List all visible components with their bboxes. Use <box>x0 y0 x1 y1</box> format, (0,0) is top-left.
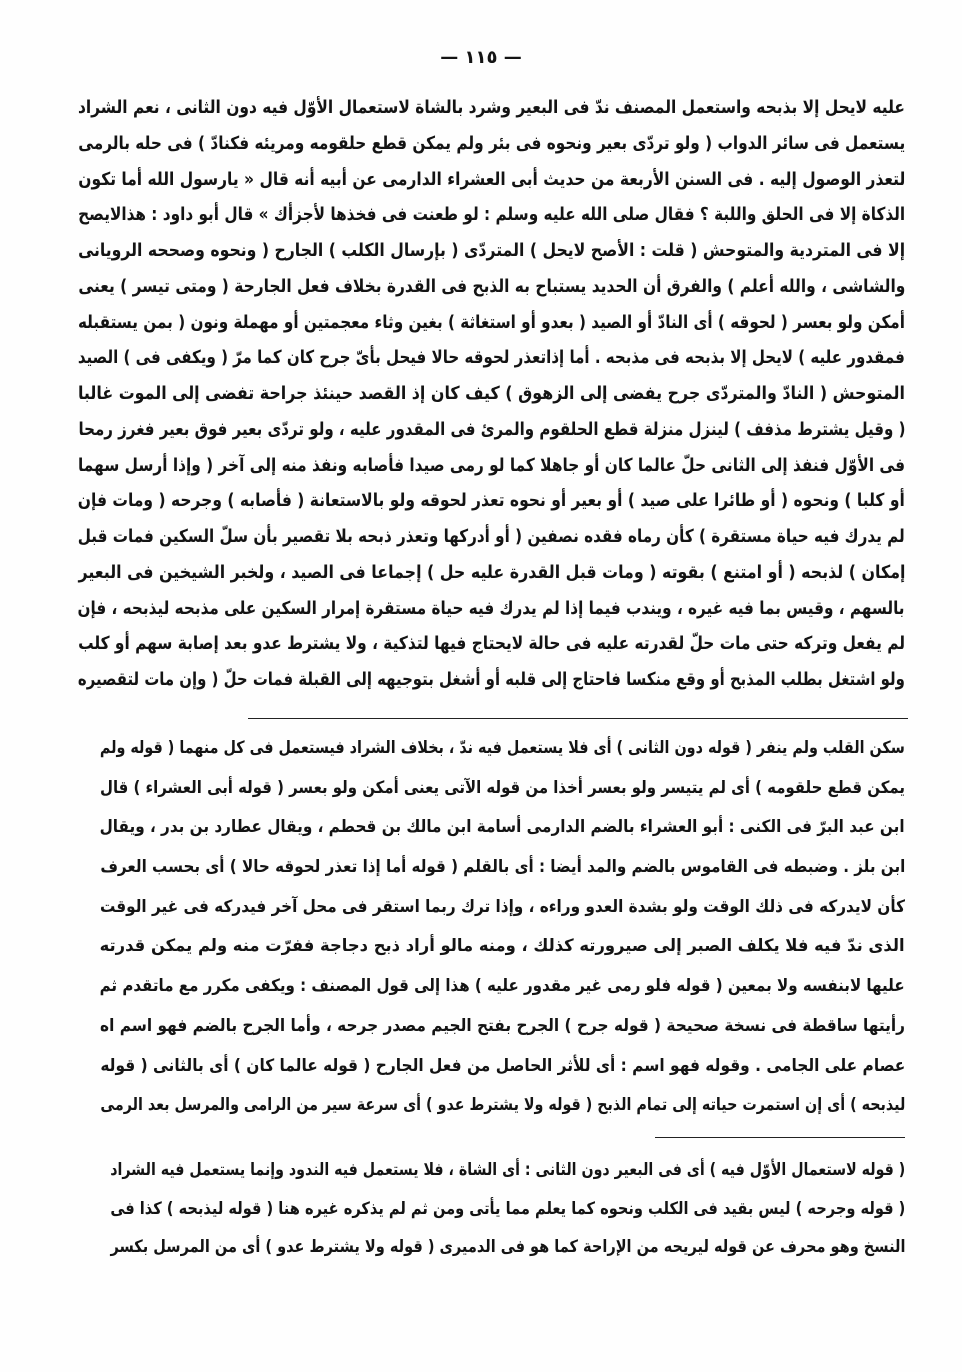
commentary-line <box>100 1047 905 1087</box>
main-text-line <box>78 269 905 305</box>
footnote-separator-line <box>248 718 908 719</box>
main-text-line <box>78 126 905 162</box>
commentary-line-text: سكن القلب ولم ينفر ( قوله دون الثانى ) أى فلا يستعمل فيه ندّ ، بخلاف الشراد فيستعمل فى كل منهما ( قوله ولم <box>100 738 905 758</box>
main-text-line-text: إلا فى المتردية والمتوحش ( قلت : الأصح لايحل ) المتردّى ( بإرسال الكلب ) الجارح ( ونحوه وصححه الرويانى <box>78 240 905 261</box>
main-text-line-text: أو كلبا ) ونحوه ( أو طائرا على صيد ) أو بعير أو نحوه تعذر لحوقه ولو بالاستعانة ( فأصابه ) وجرحه ( ومات فإن <box>78 490 905 512</box>
commentary-line <box>100 1086 905 1126</box>
main-text-line <box>78 662 905 698</box>
main-text-line <box>78 233 905 269</box>
commentary-block-1 <box>100 729 905 1126</box>
commentary-line-text: كأن لايدركه فى ذلك الوقت ولو بشدة العدو وراءه ، وإذا ترك ربما استقر فى محل آخر فيدركه فى غير الوقت <box>100 896 905 917</box>
commentary-line-text: الذى ندّ فيه فلا يكلف الصبر إلى صيرورته كذلك ، ومنه مالو أراد ذبح دجاجة ففرّت منه ولم يمكن قدرته <box>100 936 905 957</box>
main-text-line <box>78 376 905 412</box>
main-text-block <box>78 90 905 698</box>
main-text-line <box>78 90 905 126</box>
main-text-line <box>78 519 905 555</box>
commentary-line <box>110 1228 905 1267</box>
commentary-line-text: يمكن قطع حلقومه ) أى لم يتيسر ولو بعسر أخذا من قوله الآتى يعنى أمكن ولو بعسر ( قوله أبى العشراء ) قال <box>100 777 905 798</box>
commentary-line <box>100 927 905 967</box>
main-text-line-text: لم يدرك فيه حياة مستقرة ) كأن رماه فقده نصفين ( أو أدركها وتعذر ذبحه بلا تقصير بأن سلّ السكين فمات قبل <box>78 526 905 547</box>
main-text-line <box>78 340 905 376</box>
main-text-line <box>78 626 905 662</box>
main-text-line <box>78 197 905 233</box>
main-text-line <box>78 483 905 519</box>
main-text-line-text: الذكاة إلا فى الحلق واللبة ؟ فقال صلى الله عليه وسلم : لو طعنت فى فخذها لأجزأك » قال أبو داود : هذالايصح <box>78 204 905 226</box>
commentary-line-text: ( قوله لاستعمال الأوّل فيه ) أى فى البعير دون الثانى : أى الشاة ، فلا يستعمل فيه الندود وإنما يستعمل فيه الشراد <box>110 1160 905 1180</box>
main-text-line-text: عليه لايحل إلا بذبحه واستعمل المصنف ندّ فى البعير وشرد بالشاة لاستعمال الأوّل فيه دون الثانى ، نعم الشراد <box>78 97 905 118</box>
main-text-line <box>78 591 905 627</box>
main-text-line-text: إمكان ) لذبحه ( أو امتنع ) بقوته ( ومات قبل القدرة عليه حل ) إجماعا فى الصيد ، ولخبر الشيخين فى البعير <box>78 561 905 583</box>
commentary-line-text: عليها لابنفسه ولا بمعين ( قوله فلو رمى غير مقدور عليه ) هذا إلى قول المصنف : ويكفى مكرر مع ماتقدم ثم <box>100 976 905 997</box>
main-text-line-text: أمكن ولو بعسر ( لحوقه ) أى النادّ أو الصيد ( بعدو أو استغاثة ) بغين وثاء معجمتين أو مهملة ونون ( بمن يستقبله <box>78 311 905 333</box>
main-text-line <box>78 555 905 591</box>
main-text-line-text: لتعذر الوصول إليه . فى السنن الأربعة من حديث أبى العشراء الدارمى عن أبيه أنه قال « يارسول الله أما تكون <box>78 168 905 190</box>
commentary-line-text: رأيتها ساقطة فى نسخة صحيحة ( قوله جرح ) الجرح بفتح الجيم مصدر جرحه ، وأما الجرح بالضم فهو اسم اه <box>100 1015 905 1036</box>
commentary-line-text: ابن عبد البرّ فى الكنى : أبو العشراء بالضم الدارمى أسامة ابن مالك بن قحطم ، ويقال عطارد بن بدر ، ويقال <box>100 817 905 838</box>
main-text-line-text: المتوحش ( النادّ والمتردّى جرح يفضى إلى الزهوق ) كيف كان إذ القصد حينئذ جراحة تفضى إلى الموت غالبا <box>78 383 905 404</box>
commentary-line <box>100 1007 905 1047</box>
commentary-line <box>100 808 905 848</box>
commentary-line <box>110 1190 905 1229</box>
commentary-line <box>100 967 905 1007</box>
main-text-line-text: ( وقيل يشترط مذفف ) لينزل منزلة قطع الحلقوم والمرئ فى المقدور عليه ، ولو تردّى بعير فوق بعير فغرز رمحا <box>78 418 905 440</box>
commentary-line-text: النسخ وهو محرف عن قوله ليريحه من الإراحة كما هو فى الدميرى ( قوله ولا يشترط عدو ) أى من المرسل بكسر <box>110 1237 905 1257</box>
commentary-line-text: ليذبحه ) أى إن استمرت حياته إلى تمام الذبح ( قوله ولا يشترط عدو ) أى سرعة سير من الرامى والمرسل بعد الرمى <box>100 1095 905 1116</box>
main-text-line-text: لم يفعل وتركه حتى مات حلّ لقدرته عليه فى حالة لايحتاج فيها لتذكية ، ولا يشترط عدو بعد إصابة سهم أو كلب <box>78 633 905 655</box>
main-text-line-text: فمقدور عليه ) لايحل إلا بذبحه فى مذبحه . أما إذاتعذر لحوقه حالا فيحل بأىّ جرح كان كما مرّ ( ويكفى فى ) الصيد <box>78 347 905 369</box>
main-text-line <box>78 448 905 484</box>
commentary-line-text: عصام على الجامى . وقوله فهو اسم : أى للأثر الحاصل من فعل الجارح ( قوله عالما كان ) أى بالثانى ( قوله <box>100 1055 905 1076</box>
main-text-line <box>78 162 905 198</box>
main-text-line-text: فى الأوّل فنفذ إلى الثانى حلّ عالما كان أو جاهلا كما لو رمى صيدا فأصابه ونفذ منه إلى آخر ( وإذا أرسل سهما <box>78 454 905 476</box>
commentary-line <box>100 888 905 928</box>
commentary-block-2 <box>110 1151 905 1267</box>
commentary-line <box>100 769 905 809</box>
commentary-line <box>100 848 905 888</box>
main-text-line-text: بالسهم ، وقيس بما فيه غيره ، ويندب فيما إذا لم يدرك فيه حياة مستقرة إمرار السكين على مذبحه ليذبحه ، فإن <box>78 597 905 619</box>
commentary-line <box>100 729 905 769</box>
main-text-line-text: ولو اشتغل بطلب المذبح أو وقع منكسا فاحتاج إلى قلبه أو أشغل بتوجيهه إلى القبلة فمات حلّ ( وإن مات لتقصيره <box>78 669 905 690</box>
page-number: — ١١٥ — <box>440 47 522 68</box>
main-text-line-text: يستعمل فى سائر الدواب ( ولو تردّى بعير ونحوه فى بئر ولم يمكن قطع حلقومه ومريئه فكنادّ ) فى حله بالرمى <box>78 132 905 154</box>
main-text-line <box>78 305 905 341</box>
main-text-line <box>78 412 905 448</box>
commentary-line-text: ابن بلز . وضبطه فى القاموس بالضم والمد أيضا : أى بالقلم ( قوله أما إذا تعذر لحوقه حالا ) أى بحسب العرف <box>100 857 905 878</box>
commentary-line-text: ( قوله وجرحه ) ليس بقيد فى الكلب ونحوه كما يعلم مما يأتى ومن ثم لم يذكره غيره هنا ( قوله ليذبحه ) كذا فى <box>110 1198 905 1219</box>
commentary-line <box>110 1151 905 1190</box>
footnote-separator-line-2 <box>655 1137 905 1138</box>
main-text-line-text: والشاشى ، والله أعلم ) والفرق أن الحديد يستباح به الذبح فى القدرة بخلاف فعل الجارحة ( ومتى تيسر ) يعنى <box>78 275 905 297</box>
